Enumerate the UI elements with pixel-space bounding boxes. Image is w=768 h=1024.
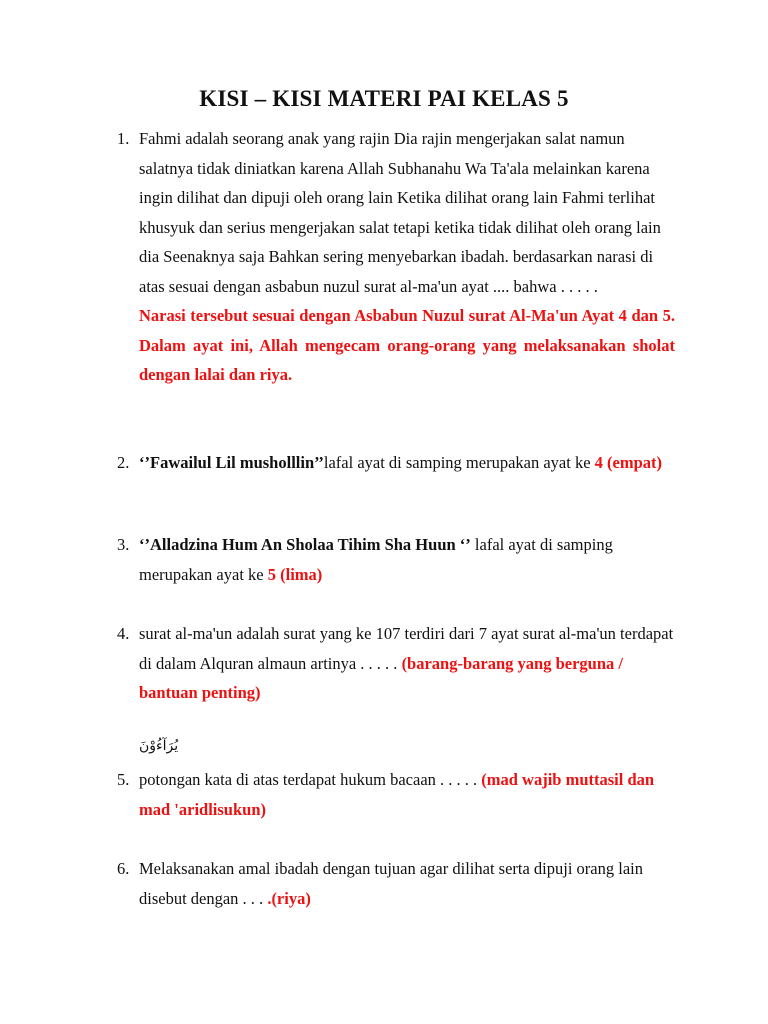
verse-quote: ‘’Alladzina Hum An Sholaa Tihim Sha Huun ‘’ bbox=[139, 535, 471, 554]
answer-text: Narasi tersebut sesuai dengan Asbabun Nuzul surat Al-Ma'un Ayat 4 dan 5. Dalam ayat ini, Allah mengecam orang-orang yang melaksanakan sholat dengan lalai dan riya. bbox=[139, 306, 675, 384]
list-item-6 bbox=[117, 854, 677, 913]
answer-text: 4 (empat) bbox=[594, 453, 663, 472]
item-number: 1. bbox=[117, 129, 130, 148]
question-text: lafal ayat di samping merupakan ayat ke bbox=[139, 535, 613, 584]
answer-text: .(riya) bbox=[267, 888, 311, 908]
answer-text: (barang-barang yang berguna / bantuan penting) bbox=[139, 653, 623, 702]
item-body bbox=[139, 765, 675, 824]
list-item-1 bbox=[117, 124, 677, 390]
item-body bbox=[139, 854, 675, 913]
question-text: Fahmi adalah seorang anak yang rajin Dia rajin mengerjakan salat namun salatnya tidak diniatkan karena Allah Subhanahu Wa Ta'ala melainkan karena ingin dilihat dan dipuji oleh orang lain Ketika dilihat orang lain Fahmi terlihat khusyuk dan serius mengerjakan salat tetapi ketika tidak dilihat oleh orang lain dia Seenaknya saja Bahkan sering menyebarkan ibadah. berdasarkan narasi di atas sesuai dengan asbabun nuzul surat al-ma'un ayat .... bahwa . . . . . bbox=[139, 129, 661, 296]
item-number: 2. bbox=[117, 453, 130, 472]
item-body bbox=[139, 448, 675, 478]
item-number: 6. bbox=[117, 859, 130, 878]
item-number: 3. bbox=[117, 535, 130, 554]
verse-quote: ‘’Fawailul Lil musholllin’’ bbox=[139, 453, 324, 472]
page-title: KISI – KISI MATERI PAI KELAS 5 bbox=[199, 86, 569, 111]
question-text: Melaksanakan amal ibadah dengan tujuan agar dilihat serta dipuji orang lain disebut dengan . . . bbox=[139, 859, 643, 908]
item-number: 5. bbox=[117, 770, 130, 789]
list-item-3 bbox=[117, 530, 677, 589]
arabic-word: يُرَآءُوْنَ bbox=[139, 738, 179, 754]
question-text: surat al-ma'un adalah surat yang ke 107 terdiri dari 7 ayat surat al-ma'un terdapat di dalam Alquran almaun artinya . . . . . bbox=[139, 624, 674, 673]
question-text: potongan kata di atas terdapat hukum bacaan . . . . . bbox=[139, 770, 482, 789]
answer-text: 5 (lima) bbox=[267, 564, 323, 584]
question-text: lafal ayat di samping merupakan ayat ke bbox=[323, 453, 595, 472]
list-item-4 bbox=[117, 619, 677, 708]
item-body bbox=[139, 124, 675, 390]
item-number: 4. bbox=[117, 624, 130, 643]
list-item-5 bbox=[117, 765, 677, 824]
item-body bbox=[139, 619, 675, 708]
list-item-2 bbox=[117, 448, 677, 478]
item-body bbox=[139, 530, 675, 589]
answer-text: (mad wajib muttasil dan mad 'aridlisukun) bbox=[139, 770, 655, 819]
